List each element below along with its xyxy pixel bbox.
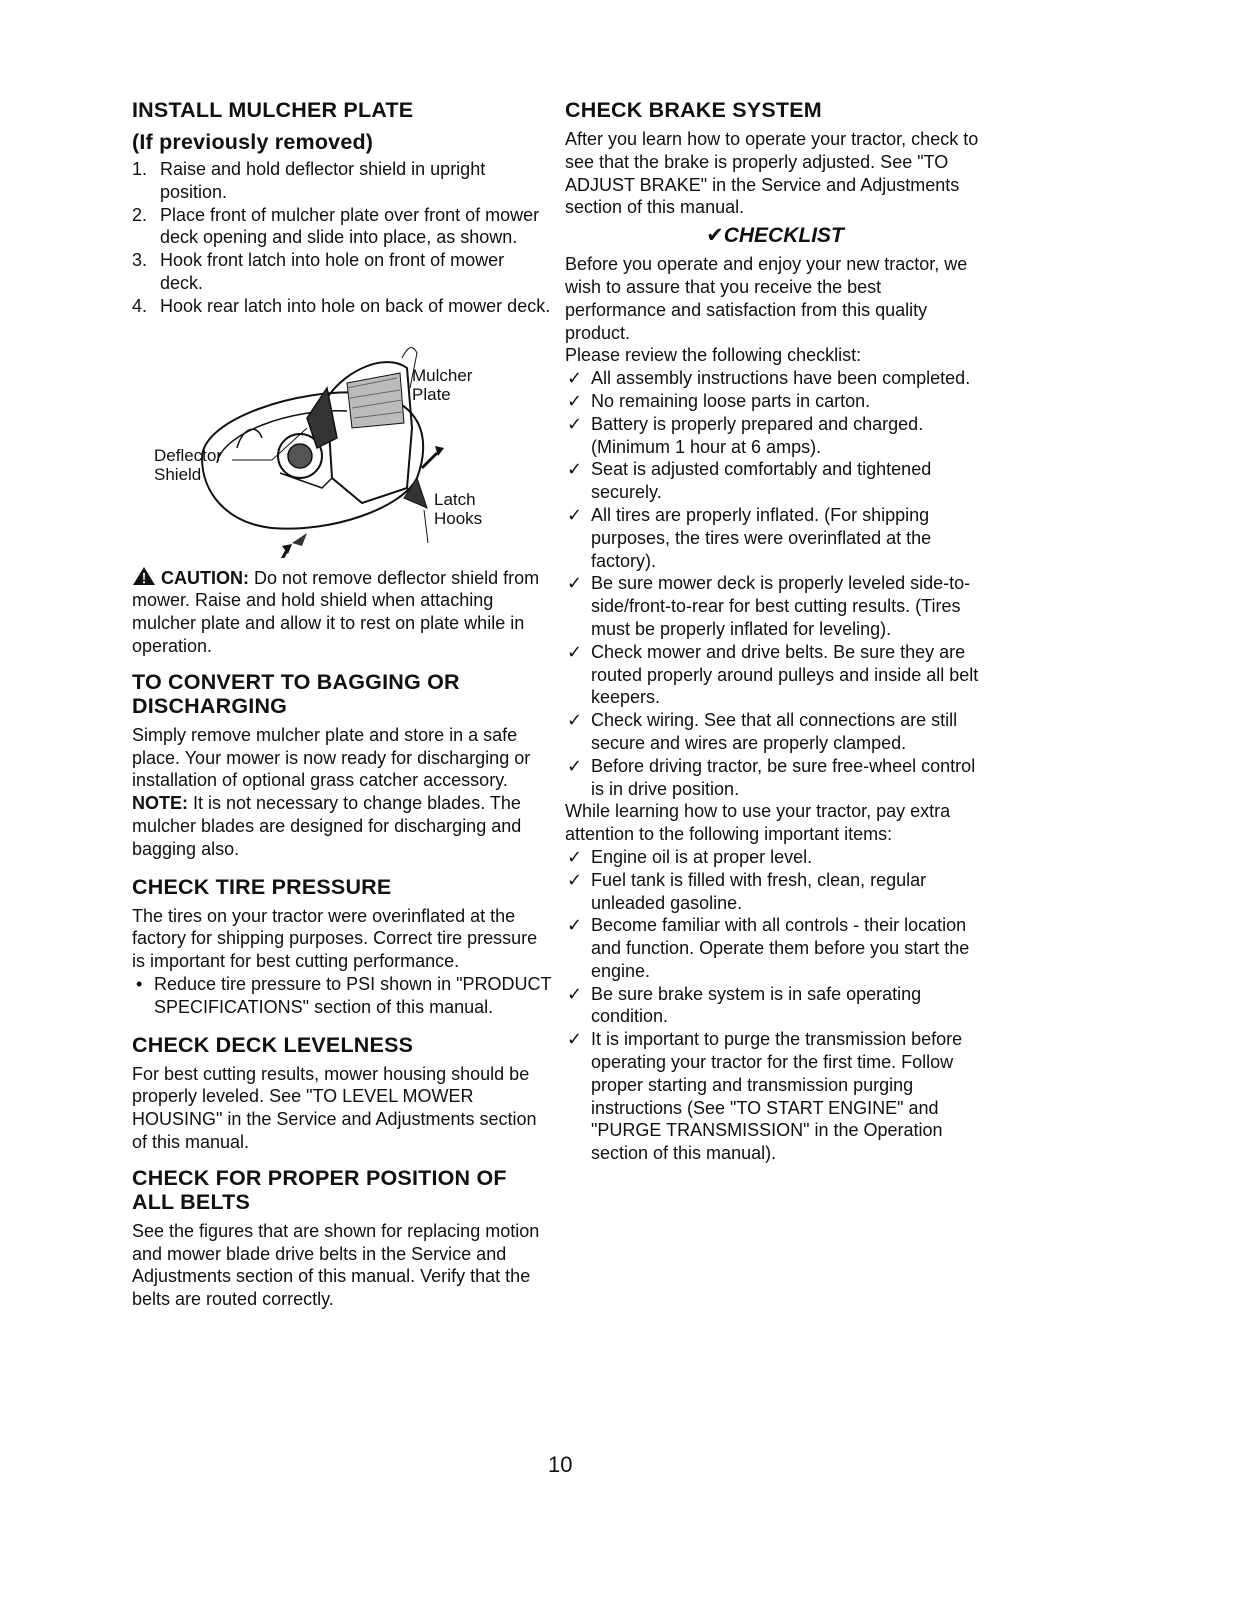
install-mulcher-heading: INSTALL MULCHER PLATE	[132, 98, 414, 122]
convert-note	[132, 792, 552, 860]
checklist-item	[565, 846, 985, 869]
install-step-number: 2.	[132, 204, 148, 225]
checklist-item	[565, 1028, 985, 1165]
check-mark-icon: ✓	[567, 368, 583, 389]
install-step-text: Raise and hold deflector shield in upright position.	[160, 159, 486, 202]
tire-pressure-heading: CHECK TIRE PRESSURE	[132, 874, 392, 899]
page-number: 10	[548, 1452, 573, 1477]
checklist-item-text: All tires are properly inflated. (For shipping purposes, the tires were overinflated at the factory).	[591, 504, 932, 571]
checklist-item-text: Check wiring. See that all connections are still secure and wires are properly clamped.	[591, 710, 958, 753]
checklist-item-text: Be sure mower deck is properly leveled side-to-side/front-to-rear for best cutting results. (Tires must be properly inflated for leveling).	[591, 573, 971, 639]
check-mark-icon: ✓	[567, 846, 583, 867]
learning-intro: While learning how to use your tractor, pay extra attention to the following important items:	[565, 801, 951, 845]
convert-heading: TO CONVERT TO BAGGING OR DISCHARGING	[132, 669, 460, 718]
checklist-item-text: Become familiar with all controls - their location and function. Operate them before you start the engine.	[591, 915, 970, 981]
install-step-text: Hook rear latch into hole on back of mower deck.	[160, 295, 551, 316]
checklist-heading: ✔CHECKLIST	[706, 224, 844, 248]
install-step-number: 4.	[132, 295, 148, 316]
checklist-item	[565, 413, 985, 459]
checklist-item-text: All assembly instructions have been completed.	[591, 368, 971, 389]
checklist-prompt: Please review the following checklist:	[565, 345, 862, 366]
belts-heading: CHECK FOR PROPER POSITION OF ALL BELTS	[132, 1165, 507, 1214]
caution-note	[132, 566, 552, 658]
convert-body: Simply remove mulcher plate and store in a safe place. Your mower is now ready for discharging or installation of optional grass catcher accessory.	[132, 724, 531, 791]
checklist-intro: Before you operate and enjoy your new tractor, we wish to assure that you receive the best performance and satisfaction from this quality product.	[565, 254, 968, 343]
check-mark-icon: ✓	[567, 915, 583, 936]
note-text: It is not necessary to change blades. The mulcher blades are designed for discharging and bagging also.	[132, 793, 522, 859]
note-label: NOTE:	[132, 793, 188, 814]
brake-body: After you learn how to operate your tractor, check to see that the brake is properly adjusted. See "TO ADJUST BRAKE" in the Service and Adjustments section of this manual.	[565, 129, 979, 218]
install-step	[132, 158, 552, 204]
check-mark-icon: ✓	[567, 390, 583, 411]
install-step-number: 1.	[132, 159, 148, 179]
install-mulcher-subheading: (If previously removed)	[132, 130, 374, 154]
belts-body: See the figures that are shown for replacing motion and mower blade drive belts in the Service and Adjustments section of this manual. Verify that the belts are routed correctly.	[132, 1220, 540, 1310]
check-mark-icon: ✓	[567, 1029, 583, 1050]
tire-pressure-bullets	[132, 973, 552, 1019]
tire-pressure-bullet-text: Reduce tire pressure to PSI shown in "PRODUCT SPECIFICATIONS" section of this manual.	[154, 973, 552, 1017]
latch-hooks-label: Latch Hooks	[434, 489, 483, 528]
check-mark-icon: ✓	[567, 459, 583, 480]
check-mark-icon: ✓	[567, 641, 583, 662]
check-mark-icon: ✓	[567, 573, 583, 594]
checklist-item-text: Fuel tank is filled with fresh, clean, regular unleaded gasoline.	[591, 869, 927, 913]
bullet-dot-icon: •	[136, 973, 143, 994]
checklist-item	[565, 709, 985, 755]
right-column	[565, 98, 985, 1165]
mulcher-plate-label: Mulcher Plate	[412, 365, 473, 404]
brake-heading: CHECK BRAKE SYSTEM	[565, 98, 822, 122]
checklist-item	[565, 390, 985, 413]
mulcher-plate-figure	[132, 328, 552, 558]
tire-pressure-body: The tires on your tractor were overinflated at the factory for shipping purposes. Correct tire pressure is important for best cutting performance.	[132, 905, 538, 972]
checklist-item	[565, 572, 985, 640]
left-column	[132, 98, 552, 1311]
deck-levelness-body: For best cutting results, mower housing should be properly leveled. See "TO LEVEL MOWER HOUSING" in the Service and Adjustments section of this manual.	[132, 1063, 537, 1152]
check-mark-icon: ✓	[567, 710, 583, 731]
checklist-item-text: Before driving tractor, be sure free-wheel control is in drive position.	[591, 755, 976, 799]
check-mark-icon: ✓	[567, 755, 583, 776]
checklist-item-text: Engine oil is at proper level.	[591, 846, 813, 867]
checklist-item-text: No remaining loose parts in carton.	[591, 390, 871, 411]
install-step	[132, 204, 552, 250]
check-mark-icon: ✓	[567, 504, 583, 525]
install-steps-list	[132, 158, 552, 318]
install-step-text: Place front of mulcher plate over front of mower deck opening and slide into place, as shown.	[160, 204, 540, 248]
deflector-shield-label: Deflector Shield	[154, 445, 223, 484]
checklist-item-text: Be sure brake system is in safe operating condition.	[591, 983, 922, 1027]
checklist-item	[565, 869, 985, 915]
check-mark-icon: ✓	[567, 413, 583, 434]
checklist-item	[565, 504, 985, 572]
checklist-item-text: It is important to purge the transmission before operating your tractor for the first time. Follow proper starting and transmission purging instructions (See "TO START ENGINE" and "PURGE TRANSMISSION" in the Operation section of this manual).	[591, 1029, 963, 1164]
checklist-item-text: Seat is adjusted comfortably and tightened securely.	[591, 459, 932, 503]
install-step-number: 3.	[132, 250, 148, 271]
install-step	[132, 295, 552, 318]
check-mark-icon: ✓	[567, 983, 583, 1004]
warning-triangle-icon	[132, 566, 156, 586]
check-mark-icon: ✓	[567, 869, 583, 890]
tire-pressure-bullet	[132, 973, 552, 1019]
install-step-text: Hook front latch into hole on front of mower deck.	[160, 250, 505, 293]
install-step	[132, 249, 552, 295]
checklist-item	[565, 458, 985, 504]
checklist-item	[565, 914, 985, 982]
caution-text: Do not remove deflector shield from mower. Raise and hold shield when attaching mulcher plate and allow it to rest on plate while in operation.	[132, 567, 540, 656]
checklist-item	[565, 983, 985, 1029]
checklist-item	[565, 367, 985, 390]
checklist-item-text: Check mower and drive belts. Be sure they are routed properly around pulleys and inside all belt keepers.	[591, 641, 979, 708]
mower-deck-illustration	[132, 328, 552, 558]
checklist-item	[565, 641, 985, 709]
deck-levelness-heading: CHECK DECK LEVELNESS	[132, 1032, 414, 1057]
checklist-item	[565, 755, 985, 801]
caution-keyword: CAUTION:	[161, 567, 250, 588]
learning-items	[565, 846, 985, 1165]
checklist-item-text: Battery is properly prepared and charged. (Minimum 1 hour at 6 amps).	[591, 413, 924, 457]
checklist-items	[565, 367, 985, 800]
